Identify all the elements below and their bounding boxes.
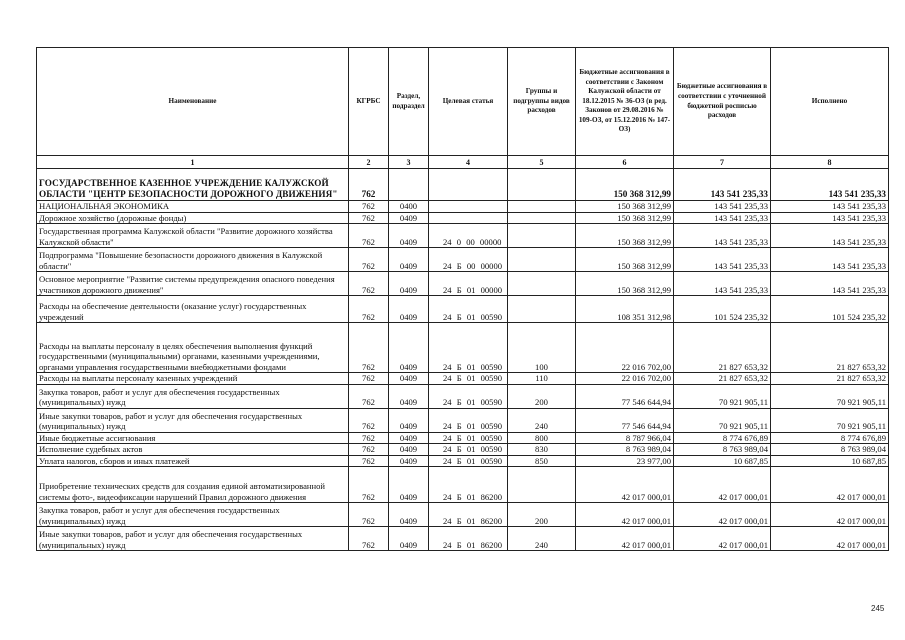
row-budget-refined: 143 541 235,33 [674,212,771,224]
column-number: 6 [576,156,674,169]
row-budget-refined: 42 017 000,01 [674,503,771,527]
row-executed: 143 541 235,33 [771,169,889,201]
row-section: 0409 [389,248,429,272]
row-target-code: 24 Б 01 00590 [429,444,508,456]
row-name: Иные закупки товаров, работ и услуг для обеспечения государственных (муниципальных) нужд [37,527,349,551]
row-name: Иные закупки товаров, работ и услуг для обеспечения государственных (муниципальных) нужд [37,408,349,432]
row-section: 0409 [389,503,429,527]
table-row [37,432,889,444]
row-budget-law: 150 368 312,99 [576,169,674,201]
row-kgrbs: 762 [349,527,389,551]
row-target-code: 24 Б 01 00590 [429,432,508,444]
row-kgrbs: 762 [349,373,389,385]
row-section: 0409 [389,323,429,373]
row-kgrbs: 762 [349,432,389,444]
row-kgrbs: 762 [349,384,389,408]
table-row [37,455,889,467]
row-kgrbs: 762 [349,467,389,503]
row-budget-law: 108 351 312,98 [576,296,674,323]
table-row [37,373,889,385]
row-budget-law: 8 787 966,04 [576,432,674,444]
row-expense-group: 240 [508,527,576,551]
row-executed: 70 921 905,11 [771,384,889,408]
row-target-code [429,169,508,201]
column-number: 7 [674,156,771,169]
row-executed: 10 687,85 [771,455,889,467]
row-budget-refined: 101 524 235,32 [674,296,771,323]
row-target-code: 24 Б 01 86200 [429,527,508,551]
row-target-code: 24 Б 01 00590 [429,296,508,323]
row-kgrbs: 762 [349,224,389,248]
row-executed: 70 921 905,11 [771,408,889,432]
row-section: 0409 [389,212,429,224]
row-name: НАЦИОНАЛЬНАЯ ЭКОНОМИКА [37,201,349,213]
table-row [37,444,889,456]
row-name: Закупка товаров, работ и услуг для обеспечения государственных (муниципальных) нужд [37,503,349,527]
row-budget-law: 150 368 312,99 [576,248,674,272]
table-row [37,384,889,408]
row-budget-refined: 143 541 235,33 [674,224,771,248]
column-number: 3 [389,156,429,169]
row-executed: 42 017 000,01 [771,503,889,527]
row-budget-law: 150 368 312,99 [576,224,674,248]
row-executed: 143 541 235,33 [771,212,889,224]
column-number-row [37,156,889,169]
column-number: 5 [508,156,576,169]
row-budget-refined: 21 827 653,32 [674,323,771,373]
row-kgrbs: 762 [349,444,389,456]
row-kgrbs: 762 [349,503,389,527]
row-kgrbs: 762 [349,408,389,432]
header-groups: Группы и подгруппы видов расходов [508,48,576,156]
row-section: 0409 [389,467,429,503]
page-number: 245 [871,604,885,613]
row-target-code: 24 0 00 00000 [429,224,508,248]
header-kgrbs: КГРБС [349,48,389,156]
row-target-code: 24 Б 00 00000 [429,248,508,272]
row-budget-refined: 10 687,85 [674,455,771,467]
row-expense-group [508,169,576,201]
row-name: Иные бюджетные ассигнования [37,432,349,444]
row-section: 0409 [389,455,429,467]
row-expense-group: 200 [508,503,576,527]
table-row [37,169,889,201]
table-body [37,169,889,551]
row-name: Подпрограмма "Повышение безопасности дорожного движения в Калужской области" [37,248,349,272]
row-executed: 42 017 000,01 [771,527,889,551]
row-budget-refined: 143 541 235,33 [674,169,771,201]
row-executed: 101 524 235,32 [771,296,889,323]
row-target-code: 24 Б 01 00590 [429,408,508,432]
row-budget-refined: 21 827 653,32 [674,373,771,385]
row-name: Расходы на обеспечение деятельности (оказание услуг) государственных учреждений [37,296,349,323]
row-name: Приобретение технических средств для создания единой автоматизированной системы фото-, видеофиксации нарушений Правил дорожного движения [37,467,349,503]
row-expense-group [508,272,576,296]
row-budget-law: 77 546 644,94 [576,384,674,408]
table-row [37,296,889,323]
row-section [389,169,429,201]
row-kgrbs: 762 [349,455,389,467]
column-number: 2 [349,156,389,169]
row-name: Уплата налогов, сборов и иных платежей [37,455,349,467]
row-target-code: 24 Б 01 00590 [429,455,508,467]
row-name: ГОСУДАРСТВЕННОЕ КАЗЕННОЕ УЧРЕЖДЕНИЕ КАЛУЖСКОЙ ОБЛАСТИ "ЦЕНТР БЕЗОПАСНОСТИ ДОРОЖНОГО ДВИЖЕНИЯ" [37,169,349,201]
row-expense-group [508,296,576,323]
row-budget-refined: 42 017 000,01 [674,527,771,551]
row-section: 0400 [389,201,429,213]
header-name: Наименование [37,48,349,156]
row-section: 0409 [389,432,429,444]
row-executed: 143 541 235,33 [771,248,889,272]
row-kgrbs: 762 [349,212,389,224]
row-budget-law: 42 017 000,01 [576,467,674,503]
row-executed: 143 541 235,33 [771,201,889,213]
row-name: Расходы на выплаты персоналу казенных учреждений [37,373,349,385]
row-expense-group: 200 [508,384,576,408]
row-name: Закупка товаров, работ и услуг для обеспечения государственных (муниципальных) нужд [37,384,349,408]
row-name: Дорожное хозяйство (дорожные фонды) [37,212,349,224]
table-row [37,248,889,272]
row-expense-group: 830 [508,444,576,456]
row-budget-refined: 143 541 235,33 [674,272,771,296]
row-section: 0409 [389,408,429,432]
row-section: 0409 [389,527,429,551]
row-executed: 21 827 653,32 [771,373,889,385]
table-row [37,408,889,432]
table-row [37,224,889,248]
header-budget-refined: Бюджетные ассигнования в соответствии с уточненной бюджетной росписью расходов [674,48,771,156]
row-budget-law: 150 368 312,99 [576,272,674,296]
row-budget-refined: 143 541 235,33 [674,201,771,213]
table-row [37,212,889,224]
row-name: Исполнение судебных актов [37,444,349,456]
row-section: 0409 [389,296,429,323]
budget-table [36,47,889,551]
row-expense-group [508,224,576,248]
row-budget-refined: 42 017 000,01 [674,467,771,503]
row-target-code: 24 Б 01 00590 [429,373,508,385]
row-target-code: 24 Б 01 00590 [429,384,508,408]
row-budget-law: 23 977,00 [576,455,674,467]
row-kgrbs: 762 [349,248,389,272]
row-budget-refined: 70 921 905,11 [674,408,771,432]
row-expense-group [508,467,576,503]
row-target-code: 24 Б 01 00590 [429,323,508,373]
row-target-code [429,212,508,224]
table-row [37,503,889,527]
row-expense-group [508,201,576,213]
row-executed: 143 541 235,33 [771,272,889,296]
row-budget-refined: 143 541 235,33 [674,248,771,272]
row-section: 0409 [389,444,429,456]
row-section: 0409 [389,373,429,385]
header-executed: Исполнено [771,48,889,156]
row-executed: 8 763 989,04 [771,444,889,456]
row-budget-law: 150 368 312,99 [576,212,674,224]
row-executed: 8 774 676,89 [771,432,889,444]
row-budget-law: 77 546 644,94 [576,408,674,432]
row-kgrbs: 762 [349,272,389,296]
row-name: Основное мероприятие "Развитие системы предупреждения опасного поведения участников дорожного движения" [37,272,349,296]
header-target: Целевая статья [429,48,508,156]
column-number: 8 [771,156,889,169]
row-budget-refined: 8 763 989,04 [674,444,771,456]
row-budget-law: 22 016 702,00 [576,323,674,373]
row-budget-law: 8 763 989,04 [576,444,674,456]
row-expense-group: 240 [508,408,576,432]
row-section: 0409 [389,224,429,248]
row-target-code [429,201,508,213]
row-target-code: 24 Б 01 86200 [429,467,508,503]
row-expense-group: 850 [508,455,576,467]
header-budget-law: Бюджетные ассигнования в соответствии с Законом Калужской области от 18.12.2015 № 36-ОЗ (в ред. Законов от 29.08.2016 № 109-ОЗ, от 15.12.2016 № 147-ОЗ) [576,48,674,156]
row-executed: 42 017 000,01 [771,467,889,503]
row-kgrbs: 762 [349,296,389,323]
row-kgrbs: 762 [349,169,389,201]
row-expense-group [508,212,576,224]
row-kgrbs: 762 [349,323,389,373]
row-name: Государственная программа Калужской области "Развитие дорожного хозяйства Калужской области" [37,224,349,248]
row-budget-refined: 70 921 905,11 [674,384,771,408]
header-section: Раздел, подраздел [389,48,429,156]
table-row [37,527,889,551]
row-expense-group: 110 [508,373,576,385]
row-budget-refined: 8 774 676,89 [674,432,771,444]
table-row [37,323,889,373]
row-target-code: 24 Б 01 00000 [429,272,508,296]
row-expense-group: 100 [508,323,576,373]
row-executed: 143 541 235,33 [771,224,889,248]
table-row [37,201,889,213]
column-number: 4 [429,156,508,169]
row-section: 0409 [389,384,429,408]
row-executed: 21 827 653,32 [771,323,889,373]
row-budget-law: 42 017 000,01 [576,527,674,551]
row-expense-group: 800 [508,432,576,444]
row-name: Расходы на выплаты персоналу в целях обеспечения выполнения функций государственными (муниципальными) органами, казенными учреждениями, органами управления государственными внебюджетными фондами [37,323,349,373]
row-budget-law: 22 016 702,00 [576,373,674,385]
table-row [37,272,889,296]
row-expense-group [508,248,576,272]
row-budget-law: 150 368 312,99 [576,201,674,213]
table-row [37,467,889,503]
column-number: 1 [37,156,349,169]
row-budget-law: 42 017 000,01 [576,503,674,527]
header-row [37,48,889,156]
row-kgrbs: 762 [349,201,389,213]
row-target-code: 24 Б 01 86200 [429,503,508,527]
row-section: 0409 [389,272,429,296]
